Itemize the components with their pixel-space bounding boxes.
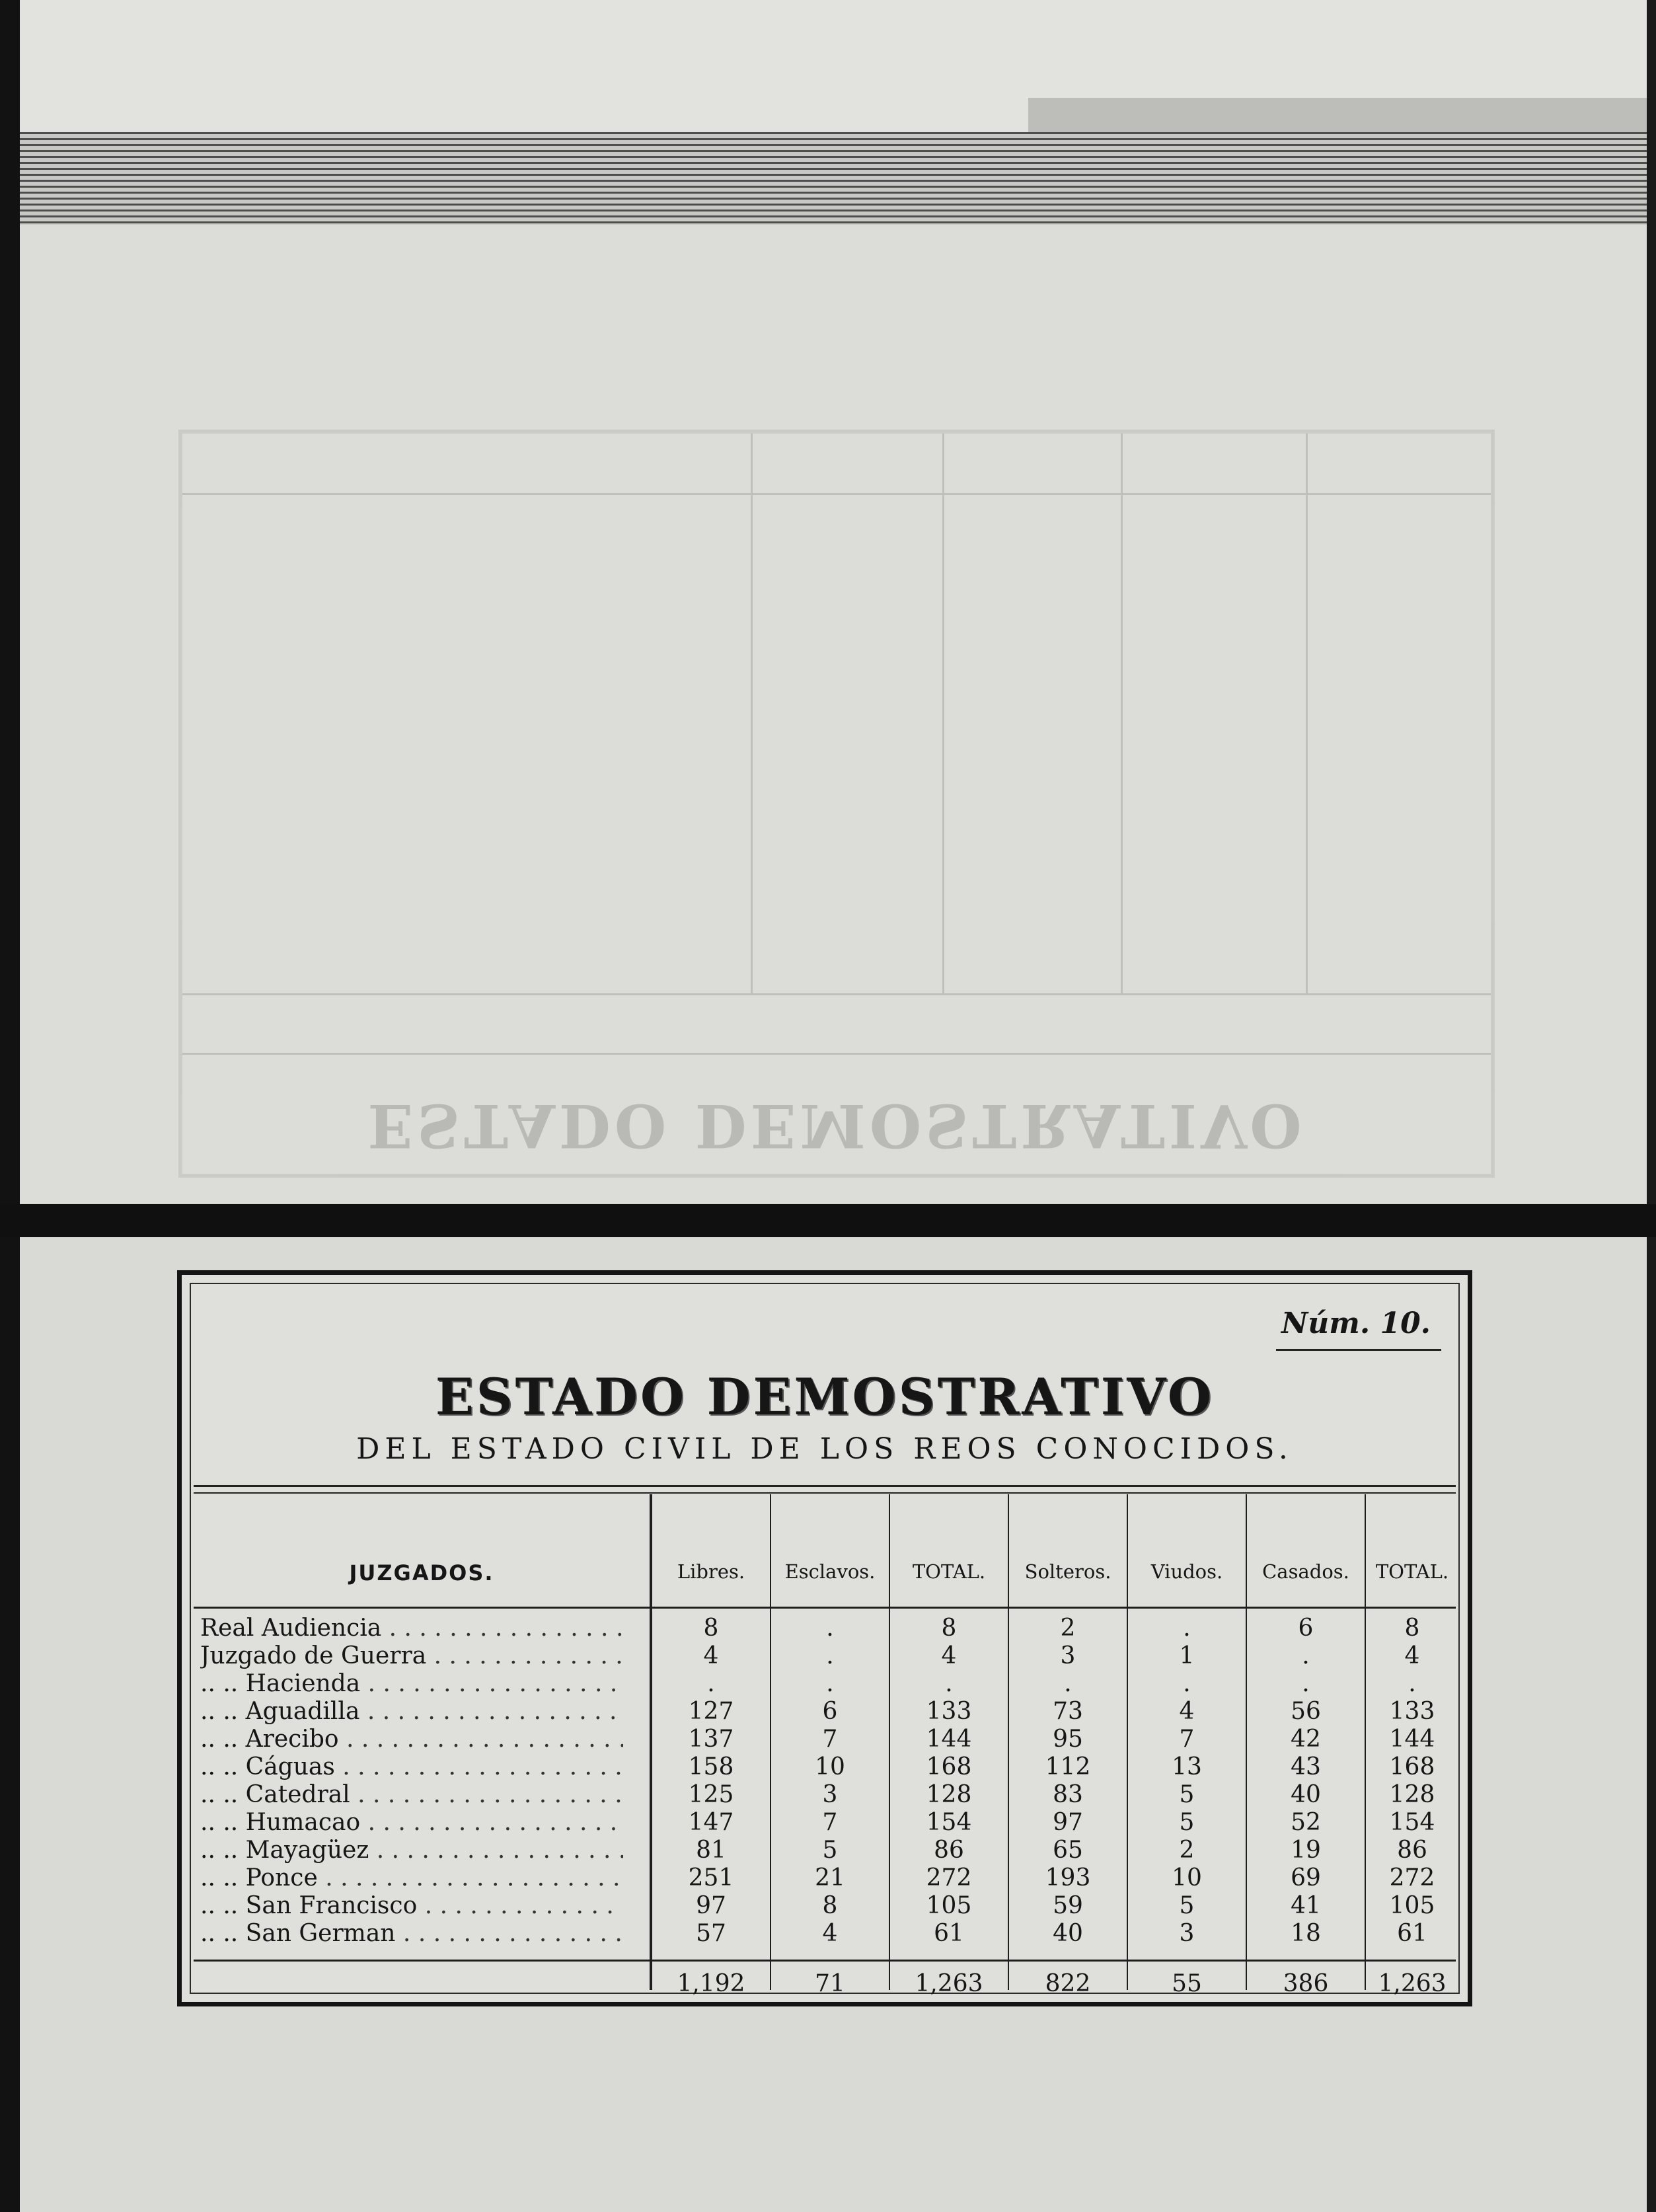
cell-libres: 147 <box>688 1809 734 1836</box>
court-name: .. .. San German . . . <box>200 1920 623 1948</box>
cell-solteros: 193 <box>1045 1864 1091 1891</box>
bleed-through-table <box>178 430 1495 1178</box>
cell-esclavos: 21 <box>815 1864 845 1891</box>
cell-total2: 133 <box>1389 1698 1435 1725</box>
cell-solteros: 83 <box>1053 1781 1083 1808</box>
scan-left-edge <box>0 0 20 2212</box>
table-row <box>194 1670 1456 1698</box>
cell-casados: 42 <box>1291 1726 1321 1753</box>
cell-esclavos: 10 <box>815 1753 845 1780</box>
court-name: .. .. Arecibo . . . <box>200 1726 623 1753</box>
cell-casados: . <box>1302 1642 1310 1669</box>
cell-total2: 61 <box>1397 1920 1427 1947</box>
cell-total2: 272 <box>1389 1864 1435 1891</box>
cell-casados: 41 <box>1291 1892 1321 1919</box>
cell-solteros: 112 <box>1045 1753 1091 1780</box>
cell-total1: 144 <box>926 1726 972 1753</box>
cell-total1: 272 <box>926 1864 972 1891</box>
column-header-total-2: TOTAL. <box>1375 1560 1449 1583</box>
cell-total2: 168 <box>1389 1753 1435 1780</box>
court-name: .. .. Hacienda . . . <box>200 1670 623 1698</box>
cell-casados: 69 <box>1291 1864 1321 1891</box>
cell-libres: 81 <box>696 1837 726 1864</box>
cell-viudos: 5 <box>1179 1781 1195 1808</box>
cell-casados: 40 <box>1291 1781 1321 1808</box>
cell-libres: 137 <box>688 1726 734 1753</box>
totals-rule <box>194 1960 1456 1962</box>
cell-viudos: 5 <box>1179 1892 1195 1919</box>
column-header-libres: Libres. <box>677 1560 745 1583</box>
cell-libres: 57 <box>696 1920 726 1947</box>
column-header-esclavos: Esclavos. <box>784 1560 876 1583</box>
cell-solteros: 59 <box>1053 1892 1083 1919</box>
cell-viudos: 1 <box>1179 1642 1195 1669</box>
court-name: .. .. Humacao . . . <box>200 1809 623 1837</box>
cell-total1: 61 <box>934 1920 964 1947</box>
cell-libres: 158 <box>688 1753 734 1780</box>
cell-solteros: 73 <box>1053 1698 1083 1725</box>
cell-viudos: 10 <box>1172 1864 1202 1891</box>
cell-total1: 154 <box>926 1809 972 1836</box>
table-row <box>194 1892 1456 1920</box>
civil-status-table <box>194 1494 1456 1997</box>
cell-esclavos: 8 <box>822 1892 838 1919</box>
cell-libres: 4 <box>703 1642 719 1669</box>
cell-esclavos: . <box>826 1670 834 1697</box>
cell-casados: . <box>1302 1670 1310 1697</box>
column-header-court: JUZGADOS. <box>349 1560 494 1585</box>
cell-esclavos: . <box>826 1615 834 1642</box>
cell-solteros: 65 <box>1053 1837 1083 1864</box>
cell-solteros: 97 <box>1053 1809 1083 1836</box>
cell-total2: 8 <box>1404 1615 1420 1642</box>
cell-viudos: 3 <box>1179 1920 1195 1947</box>
cell-viudos: . <box>1183 1615 1191 1642</box>
number-underline <box>1276 1349 1441 1351</box>
cell-viudos: . <box>1183 1670 1191 1697</box>
cell-total2: 4 <box>1404 1642 1420 1669</box>
table-row <box>194 1920 1456 1948</box>
page-edges <box>20 132 1647 225</box>
cell-casados: 56 <box>1291 1698 1321 1725</box>
cell-total2: 86 <box>1397 1837 1427 1864</box>
table-row <box>194 1809 1456 1837</box>
table-row <box>194 1753 1456 1781</box>
court-name: Juzgado de Guerra . . . <box>200 1642 623 1670</box>
table-row <box>194 1837 1456 1864</box>
cell-viudos: 5 <box>1179 1809 1195 1836</box>
column-header-solteros: Solteros. <box>1024 1560 1111 1583</box>
cell-esclavos: 5 <box>822 1837 838 1864</box>
table-row <box>194 1726 1456 1753</box>
cell-solteros: 95 <box>1053 1726 1083 1753</box>
cell-esclavos: 6 <box>822 1698 838 1725</box>
totals-row: 1,192 71 1,263 822 55 386 1,263 <box>677 1970 1447 1997</box>
cell-solteros: 2 <box>1060 1615 1076 1642</box>
cell-casados: 19 <box>1291 1837 1321 1864</box>
cell-total1: 128 <box>926 1781 972 1808</box>
cell-libres: 127 <box>688 1698 734 1725</box>
table-row <box>194 1781 1456 1809</box>
document-number: Núm. 10. <box>1281 1307 1431 1340</box>
cell-esclavos: 7 <box>822 1726 838 1753</box>
column-header-viudos: Viudos. <box>1150 1560 1223 1583</box>
cell-viudos: 7 <box>1179 1726 1195 1753</box>
title-rule <box>194 1485 1456 1494</box>
cell-solteros: . <box>1064 1670 1072 1697</box>
column-header-casados: Casados. <box>1262 1560 1349 1583</box>
cell-libres: 125 <box>688 1781 734 1808</box>
cell-total1: 168 <box>926 1753 972 1780</box>
table-row <box>194 1615 1456 1642</box>
court-name: Real Audiencia . . . <box>200 1615 623 1642</box>
court-name: .. .. Cáguas . . . <box>200 1753 623 1781</box>
cell-solteros: 3 <box>1060 1642 1076 1669</box>
court-name: .. .. Ponce . . . <box>200 1864 623 1892</box>
scan-right-edge <box>1647 0 1656 2212</box>
cell-total1: 8 <box>941 1615 957 1642</box>
page-fold <box>0 1204 1656 1237</box>
cell-solteros: 40 <box>1053 1920 1083 1947</box>
court-name: .. .. Aguadilla . . . <box>200 1698 623 1726</box>
bleed-through-title: ESTADO DEMOSTRATIVO <box>367 1090 1306 1161</box>
cell-casados: 18 <box>1291 1920 1321 1947</box>
cell-viudos: 13 <box>1172 1753 1202 1780</box>
table-row <box>194 1864 1456 1892</box>
cell-esclavos: . <box>826 1642 834 1669</box>
cell-esclavos: 7 <box>822 1809 838 1836</box>
cell-total2: 144 <box>1389 1726 1435 1753</box>
header-rule <box>194 1607 1456 1609</box>
cell-total1: 105 <box>926 1892 972 1919</box>
cell-total2: 154 <box>1389 1809 1435 1836</box>
court-name: .. .. Catedral . . . <box>200 1781 623 1809</box>
court-name: .. .. Mayagüez . . . <box>200 1837 623 1864</box>
column-header-total-1: TOTAL. <box>912 1560 986 1583</box>
cell-total1: 4 <box>941 1642 957 1669</box>
cell-libres: 251 <box>688 1864 734 1891</box>
cell-libres: . <box>707 1670 715 1697</box>
cell-viudos: 4 <box>1179 1698 1195 1725</box>
cell-total2: 128 <box>1389 1781 1435 1808</box>
court-name: .. .. San Francisco . . . <box>200 1892 623 1920</box>
cell-esclavos: 3 <box>822 1781 838 1808</box>
cell-casados: 52 <box>1291 1809 1321 1836</box>
table-row <box>194 1698 1456 1726</box>
cell-total2: 105 <box>1389 1892 1435 1919</box>
cell-libres: 97 <box>696 1892 726 1919</box>
cell-total1: 86 <box>934 1837 964 1864</box>
cell-casados: 43 <box>1291 1753 1321 1780</box>
document-title: ESTADO DEMOSTRATIVO <box>435 1367 1215 1426</box>
cell-esclavos: 4 <box>822 1920 838 1947</box>
statement-frame <box>177 1270 1472 2006</box>
cell-libres: 8 <box>703 1615 719 1642</box>
cell-total1: . <box>945 1670 953 1697</box>
cell-casados: 6 <box>1298 1615 1314 1642</box>
cell-total2: . <box>1408 1670 1416 1697</box>
cell-viudos: 2 <box>1179 1837 1195 1864</box>
document-subtitle: DEL ESTADO CIVIL DE LOS REOS CONOCIDOS. <box>356 1432 1293 1466</box>
table-row <box>194 1642 1456 1670</box>
cell-total1: 133 <box>926 1698 972 1725</box>
